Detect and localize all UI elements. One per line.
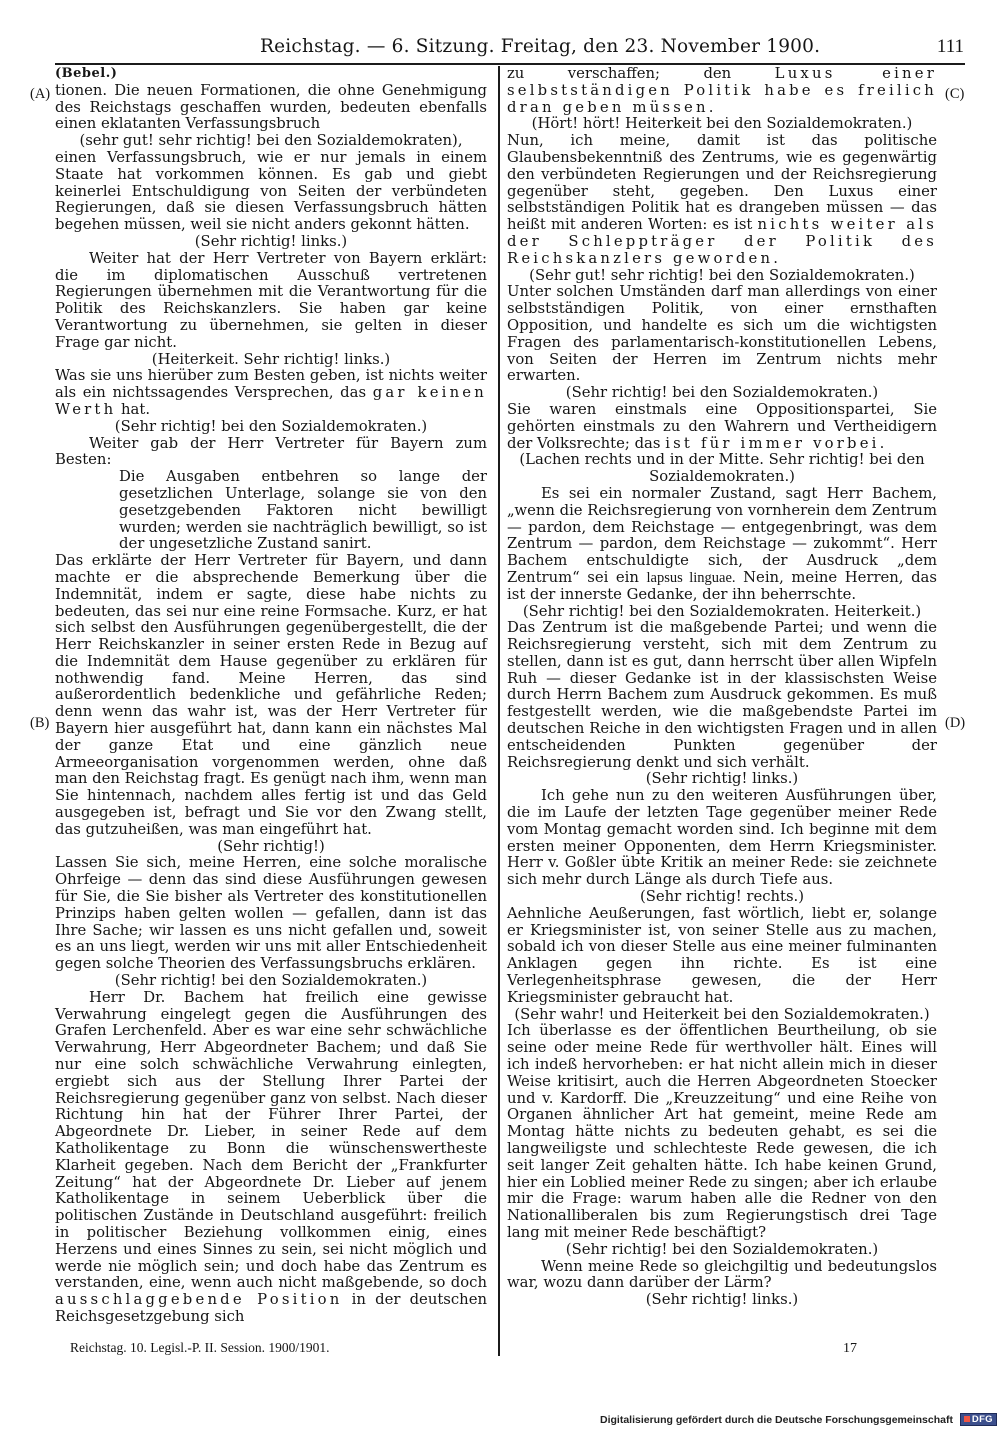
interjection: (Heiterkeit. Sehr richtig! links.)	[151, 350, 391, 368]
footer-sheet-number: 17	[843, 1341, 857, 1356]
paragraph: Das Zentrum ist die maßgebende Partei; und wenn die Reichsregierung versteht, sich mit dem Zentrum zu stellen, dann ist es gut, dann herrscht über allen Wipfeln Ruh — dieser Gedanke ist in der klassischsten Weise durch Herrn Bachem zum Ausdruck gekommen. Es muß festgestellt werden, wie die maßgebendste Partei im deutschen Reiche in den wichtigsten Fragen und in allen entscheidenden Punkten gegenüber der Reichsregierung denkt und sich verhält.	[507, 619, 937, 771]
margin-marker-b: (B)	[30, 715, 50, 731]
logo-mark-icon	[964, 1416, 970, 1422]
emphasis-text: gar keinen Werth	[55, 384, 487, 418]
interjection: (Sehr richtig! links.)	[194, 232, 348, 250]
paragraph: Weiter gab der Herr Vertreter für Bayern zum Besten:	[55, 434, 487, 469]
paragraph: Was sie uns hierüber zum Besten geben, ist nichts weiter als ein nichtssagendes Versprechen, das gar keinen Werth hat.	[55, 367, 487, 418]
dfg-logo: DFG	[960, 1413, 997, 1426]
emphasis-text: ist für immer vorbei.	[665, 434, 888, 452]
left-column	[55, 66, 487, 1326]
interjection: (Sehr richtig! rechts.)	[639, 888, 805, 906]
interjection: (Sehr richtig! links.)	[645, 1291, 799, 1309]
paragraph: einen Verfassungsbruch, wie er nur jemals in einem Staate hat vorkommen können. Es gab und giebt keinerlei Entschuldigung von Seiten der verbündeten Regierungen, daß sie diesen Verfassungsbruch hätten begehen müssen, weil sie nicht anders gekonnt hätten.	[55, 148, 487, 234]
credit-text: Digitalisierung gefördert durch die Deutsche Forschungsgemeinschaft	[600, 1414, 953, 1426]
interjection: (Sehr wahr! und Heiterkeit bei den Sozialdemokraten.)	[514, 1005, 930, 1023]
emphasis-text: nichts weiter als der Schleppträger der Politik des Reichskanzlers geworden.	[507, 216, 937, 267]
paragraph: Ich überlasse es der öffentlichen Beurtheilung, ob sie seine oder meine Rede für werthvoller hält. Eines will ich indeß hervorheben: er hat nicht allein mich in dieser Weise kritisirt, auch die Herren Abgeordneten Stoecker und v. Kardorff. Die „Kreuzzeitung“ und eine Reihe von Organen ähnlicher Art hat gemeint, meine Rede am Montag hätte nichts zu bedeuten gehabt, es sei die langweiligste und schlechteste Rede gewesen, die ich seit langer Zeit gehalten hätte. Ich habe keinen Grund, hier ein Loblied meiner Rede zu singen; aber ich erlaube mir die Frage: warum haben alle die Redner von den Nationalliberalen bis zum Regierungstisch drei Tage lang mit meiner Rede beschäftigt?	[507, 1022, 937, 1241]
block-quote: Die Ausgaben entbehren so lange der gesetzlichen Unterlage, solange sie von den gesetzgebenden Faktoren nicht bewilligt wurden; werden sie nachträglich bewilligt, so ist der ungesetzliche Zustand sanirt.	[119, 468, 487, 553]
emphasis-text: Luxus einer selbstständigen Politik habe es freilich dran geben müssen.	[507, 65, 937, 116]
margin-marker-c: (C)	[945, 86, 965, 102]
margin-marker-a: (A)	[30, 86, 51, 102]
interjection: (Sehr richtig!)	[217, 837, 325, 855]
interjection: (Sehr richtig! bei den Sozialdemokraten.)	[565, 384, 879, 402]
running-head: Reichstag. — 6. Sitzung. Freitag, den 23. November 1900.	[260, 36, 821, 57]
speaker-label: (Bebel.)	[55, 66, 118, 81]
interjection: (Sehr richtig! bei den Sozialdemokraten.)	[114, 417, 428, 435]
paragraph: Aehnliche Aeußerungen, fast wörtlich, liebt er, solange er Kriegsminister ist, von seiner Stelle aus zu machen, sobald ich von dieser Stelle aus eine meiner fulminanten Anklagen gegen ihn richte. Es ist eine Verlegenheitsphrase gewesen, die der Herr Kriegsminister gebraucht hat.	[507, 904, 937, 1006]
paragraph: Ich gehe nun zu den weiteren Ausführungen über, die im Laufe der letzten Tage gegenüber meiner Rede vom Montag gemacht worden sind. Ich beginne mit dem ersten meiner Opponenten, dem Herrn Kriegsminister. Herr v. Goßler übte Kritik an meiner Rede: sie zeichnete sich mehr durch Länge als durch Tiefe aus.	[507, 787, 937, 889]
digitization-credit	[600, 1413, 997, 1426]
paragraph: Lassen Sie sich, meine Herren, eine solche moralische Ohrfeige — denn das sind diese Ausführungen gewesen für Sie, die Sie bisher als Vertreter des konstitutionellen Prinzips haben gelten wollen — gefallen, dann ist das Ihre Sache; wir lassen es uns nicht gefallen und, soweit es an uns liegt, werden wir uns mit aller Entschiedenheit gegen solche Theorien des Verfassungsbruchs erklären.	[55, 854, 487, 973]
margin-marker-d: (D)	[945, 715, 966, 731]
paragraph: Nun, ich meine, damit ist das politische Glaubensbekenntniß des Zentrums, wie es gegenwärtig den verbündeten Regierungen und der Reichsregierung gegenüber steht, gegeben. Den Luxus einer selbstständigen Politik hat es drangeben müssen — das heißt mit anderen Worten: es ist nichts weiter als der Schleppträger der Politik des Reichskanzlers geworden.	[507, 132, 937, 267]
latin-phrase: lapsus linguae.	[646, 569, 736, 586]
right-column	[507, 66, 937, 1309]
page-header	[60, 33, 964, 61]
interjection: (Lachen rechts und in der Mitte. Sehr richtig! bei den Sozialdemokraten.)	[519, 451, 925, 486]
paragraph: Herr Dr. Bachem hat freilich eine gewisse Verwahrung eingelegt gegen die Ausführungen des Grafen Lerchenfeld. Aber es war eine sehr schwächliche Verwahrung, Herr Abgeordneter Bachem; und daß Sie nur eine solch schwächliche Verwahrung einlegten, ergiebt sich aus der Stellung Ihrer Partei der Reichsregierung gegenüber ganz von selbst. Nach dieser Richtung hin hat der Führer Ihrer Partei, der Abgeordnete Dr. Lieber, in seiner Rede auf dem Katholikentage zu Bonn die wünschenswertheste Klarheit gegeben. Nach dem Bericht der „Frankfurter Zeitung“ hat der Abgeordnete Dr. Lieber auf jenem Katholikentage in seinem Ueberblick über die politischen Zustände in Deutschland ausgeführt: freilich in politischer Beziehung vollkommen einig, eines Herzens und eines Sinnes zu sein, sei nicht möglich und werde nie möglich sein; und doch habe das Zentrum es verstanden, eine, wenn auch nicht maßgebende, so doch ausschlaggebende Position in der deutschen Reichsgesetzgebung sich	[55, 988, 487, 1325]
paragraph: Es sei ein normaler Zustand, sagt Herr Bachem, „wenn die Reichsregierung von vornherein dem Zentrum — pardon, dem Reichstage — entgegenbringt, was dem Zentrum — pardon, dem Reichstage — zukommt“. Herr Bachem entschuldigte sich, der Ausdruck „dem Zentrum“ sei ein lapsus linguae. Nein, meine Herren, das ist der innerste Gedanke, der ihn beherrschte.	[507, 484, 937, 603]
interjection: (sehr gut! sehr richtig! bei den Sozialdemokraten),	[79, 132, 463, 150]
page-number: 111	[936, 36, 964, 57]
footer-session-info: Reichstag. 10. Legisl.-P. II. Session. 1900/1901.	[70, 1340, 330, 1355]
interjection: (Sehr richtig! links.)	[645, 770, 799, 788]
interjection: (Sehr richtig! bei den Sozialdemokraten.)	[565, 1240, 879, 1258]
paragraph: Wenn meine Rede so gleichgiltig und bedeutungslos war, wozu dann darüber der Lärm?	[507, 1257, 937, 1292]
paragraph: tionen. Die neuen Formationen, die ohne Genehmigung des Reichstags geschaffen wurden, bedeuten ebenfalls einen eklatanten Verfassungsbruch	[55, 81, 487, 133]
paragraph: Weiter hat der Herr Vertreter von Bayern erklärt: die im diplomatischen Ausschuß vertretenen Regierungen übernehmen mit die Verantwortung für die Politik des Reichskanzlers. Sie haben gar keine Verantwortung zu übernehmen, sie gelten in dieser Frage gar nicht.	[55, 249, 487, 351]
paragraph: zu verschaffen; den Luxus einer selbstständigen Politik habe es freilich dran geben müssen.	[507, 65, 937, 116]
column-divider	[498, 66, 500, 1356]
paragraph: Sie waren einstmals eine Oppositionspartei, Sie gehörten einstmals zu den Wahrern und Vertheidigern der Volksrechte; das ist für immer vorbei.	[507, 400, 937, 452]
interjection: (Sehr gut! sehr richtig! bei den Sozialdemokraten.)	[529, 266, 915, 284]
emphasis-text: ausschlaggebende Position	[55, 1291, 343, 1309]
paragraph: Das erklärte der Herr Vertreter für Bayern, und dann machte er die absprechende Bemerkung über die Indemnität, indem er sagte, diese habe nichts zu bedeuten, das sei nur eine reine Formsache. Kurz, er hat sich selbst den Ausführungen gegenübergestellt, die der Herr Reichskanzler in seiner ersten Rede in Bezug auf die Indemnität dem Hause gegenüber zu erklären für nothwendig fand. Meine Herren, das sind außerordentlich bedenkliche und gefährliche Reden; denn wenn das wahr ist, was der Herr Vertreter für Bayern hier ausgeführt hat, dann kann ein nächstes Mal der ganze Etat und eine gänzlich neue Armeeorganisation vorgenommen werden, ohne daß man den Reichstag fragt. Es genügt nach ihm, wenn man Sie hintennach, nachdem alles fertig ist und das Geld ausgegeben ist, befragt und Sie vor den Zwang stellt, das gutzuheißen, was man eingeführt hat.	[55, 552, 487, 838]
interjection: (Sehr richtig! bei den Sozialdemokraten.)	[114, 972, 428, 990]
paragraph: Unter solchen Umständen darf man allerdings von einer selbstständigen Politik, von einer ernsthaften Opposition, und handelte es sich um die wichtigsten Fragen des parlamentarisch-konstitutionellen Lebens, von Seiten der Herren im Zentrum nichts mehr erwarten.	[507, 283, 937, 385]
interjection: (Hört! hört! Heiterkeit bei den Sozialdemokraten.)	[531, 115, 913, 133]
interjection: (Sehr richtig! bei den Sozialdemokraten. Heiterkeit.)	[522, 602, 922, 620]
